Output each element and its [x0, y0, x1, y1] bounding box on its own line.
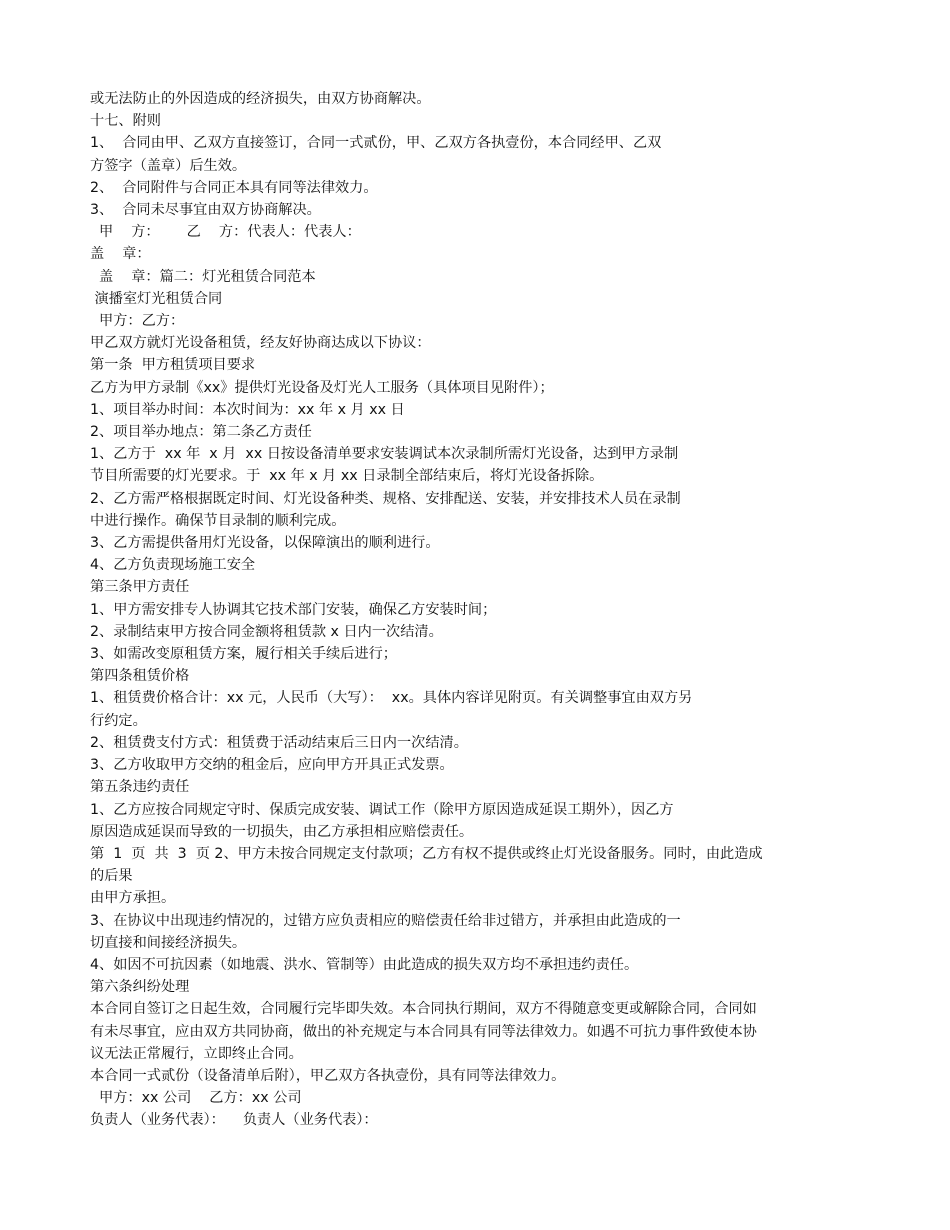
text-line: 1、项目举办时间：本次时间为：xx 年 x 月 xx 日 — [90, 401, 405, 418]
text-line: 切直接和间接经济损失。 — [90, 934, 247, 951]
text-line: 由甲方承担。 — [90, 890, 176, 907]
text-line: 十七、附则 — [90, 113, 161, 130]
text-line: 的后果 — [90, 868, 133, 885]
text-line: 3、如需改变原租赁方案，履行相关手续后进行； — [90, 646, 397, 663]
text-line: 甲 方： 乙 方：代表人：代表人： — [90, 224, 361, 241]
text-line: 1、乙方于 xx 年 x 月 xx 日按设备清单要求安装调试本次录制所需灯光设备，达到甲方录制 — [90, 446, 679, 463]
text-line: 原因造成延误而导致的一切损失，由乙方承担相应赔偿责任。 — [90, 823, 474, 840]
text-line: 4、乙方负责现场施工安全 — [90, 557, 256, 574]
text-line: 议无法正常履行，立即终止合同。 — [90, 1045, 303, 1062]
text-line: 3、在协议中出现违约情况的，过错方应负责相应的赔偿责任给非过错方，并承担由此造成的一 — [90, 912, 681, 929]
text-line: 第五条违约责任 — [90, 779, 190, 796]
text-line: 盖 章： — [90, 246, 151, 263]
text-line: 第一条 甲方租赁项目要求 — [90, 357, 256, 374]
text-line: 3、乙方需提供备用灯光设备，以保障演出的顺利进行。 — [90, 535, 440, 552]
text-line: 本合同一式贰份（设备清单后附），甲乙双方各执壹份，具有同等法律效力。 — [90, 1067, 566, 1084]
text-line: 盖 章：篇二：灯光租赁合同范本 — [90, 268, 316, 285]
text-line: 2、录制结束甲方按合同金额将租赁款 x 日内一次结清。 — [90, 623, 443, 640]
text-line: 中进行操作。确保节目录制的顺利完成。 — [90, 512, 346, 529]
text-line: 1、甲方需安排专人协调其它技术部门安装，确保乙方安装时间； — [90, 601, 497, 618]
text-line: 1、 合同由甲、乙双方直接签订，合同一式贰份，甲、乙双方各执壹份，本合同经甲、乙双 — [90, 135, 662, 152]
text-line: 甲方：乙方： — [90, 313, 185, 330]
text-line: 有未尽事宜，应由双方共同协商，做出的补充规定与本合同具有同等法律效力。如遇不可抗力事件致使本协 — [90, 1023, 757, 1040]
text-line: 本合同自签订之日起生效，合同履行完毕即失效。本合同执行期间，双方不得随意变更或解除合同，合同如 — [90, 1001, 757, 1018]
text-line: 第六条纠纷处理 — [90, 979, 190, 996]
text-line: 甲乙双方就灯光设备租赁，经友好协商达成以下协议： — [90, 335, 431, 352]
text-line: 3、 合同未尽事宜由双方协商解决。 — [90, 202, 321, 219]
text-line: 行约定。 — [90, 712, 147, 729]
text-line: 甲方：xx 公司 乙方：xx 公司 — [90, 1090, 302, 1107]
text-line: 方签字（盖章）后生效。 — [90, 157, 247, 174]
text-line: 负责人（业务代表）： 负责人（业务代表）： — [90, 1112, 378, 1129]
text-line: 1、租赁费价格合计：xx 元，人民币（大写）： xx。具体内容详见附页。有关调整事宜由双方另 — [90, 690, 693, 707]
text-line: 第三条甲方责任 — [90, 579, 190, 596]
text-line: 第四条租赁价格 — [90, 668, 190, 685]
text-line: 演播室灯光租赁合同 — [90, 290, 223, 307]
text-line: 1、乙方应按合同规定守时、保质完成安装、调试工作（除甲方原因造成延误工期外），因乙方 — [90, 801, 674, 818]
text-line: 4、如因不可抗因素（如地震、洪水、管制等）由此造成的损失双方均不承担违约责任。 — [90, 956, 639, 973]
text-line: 2、租赁费支付方式：租赁费于活动结束后三日内一次结清。 — [90, 734, 468, 751]
text-line: 2、项目举办地点：第二条乙方责任 — [90, 424, 312, 441]
text-line: 乙方为甲方录制《xx》提供灯光设备及灯光人工服务（具体项目见附件）； — [90, 379, 554, 396]
document-body — [90, 88, 870, 1132]
text-line: 3、乙方收取甲方交纳的租金后，应向甲方开具正式发票。 — [90, 757, 454, 774]
text-line: 2、 合同附件与合同正本具有同等法律效力。 — [90, 179, 378, 196]
text-line: 或无法防止的外因造成的经济损失，由双方协商解决。 — [90, 91, 431, 107]
text-line: 节目所需要的灯光要求。于 xx 年 x 月 xx 日录制全部结束后，将灯光设备拆除。 — [90, 468, 604, 485]
text-line: 2、乙方需严格根据既定时间、灯光设备种类、规格、安排配送、安装，并安排技术人员在录制 — [90, 490, 681, 507]
text-line: 第 1 页 共 3 页 2、甲方未按合同规定支付款项；乙方有权不提供或终止灯光设备服务。同时，由此造成 — [90, 845, 763, 862]
